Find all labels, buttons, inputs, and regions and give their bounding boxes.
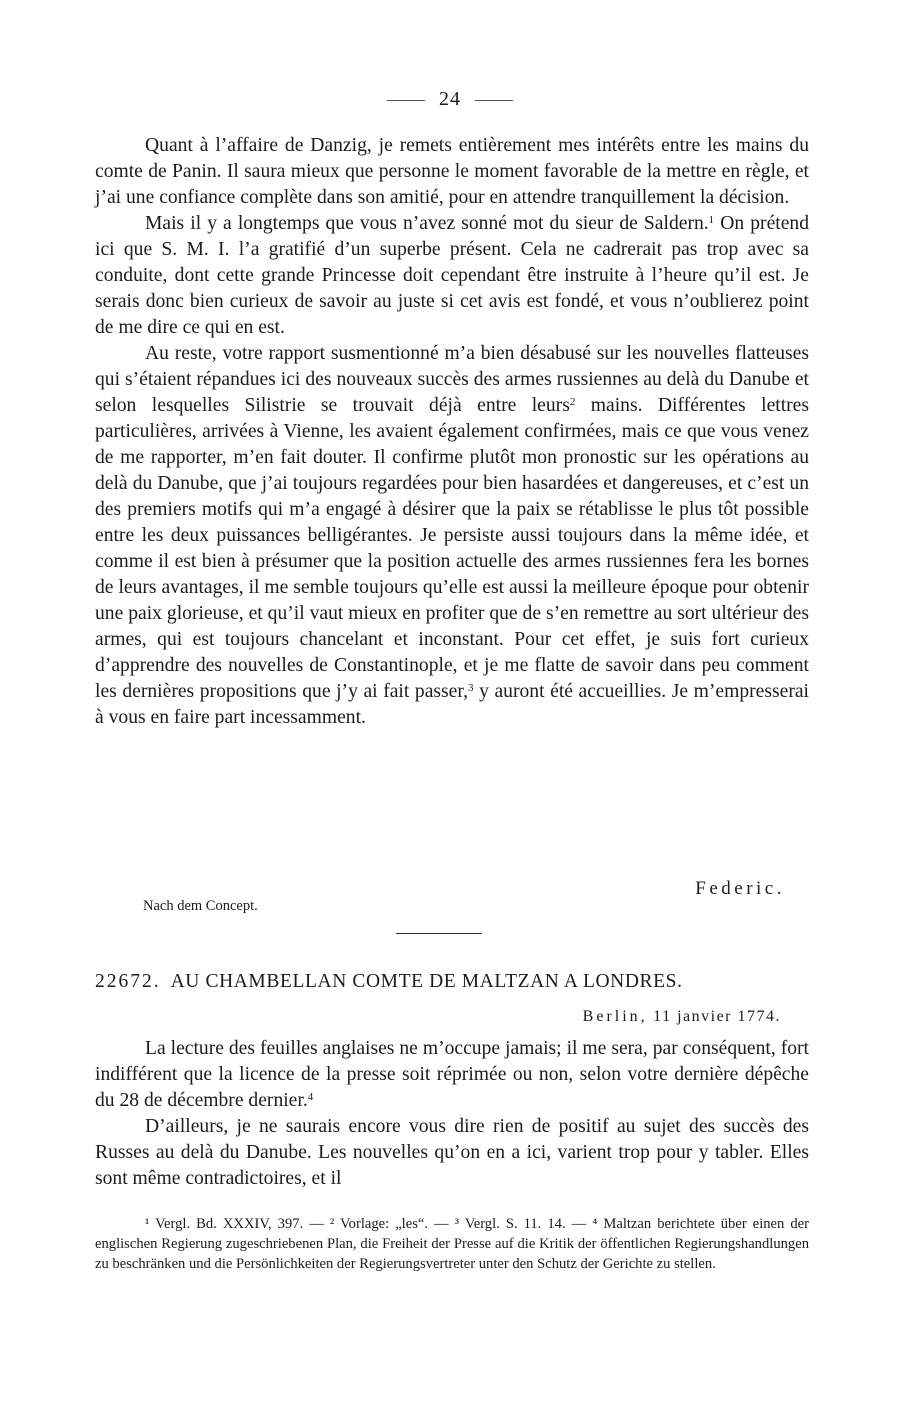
paragraph: D’ailleurs, je ne saurais encore vous dire rien de positif au sujet des succès des Russes au delà du Danube. Les nouvelles qu’on en a ici, varient trop pour y tabler. Elles sont même contradictoires, et il bbox=[95, 1116, 809, 1189]
footnotes bbox=[95, 1214, 809, 1274]
paragraph-text: La lecture des feuilles anglaises ne m’occupe jamais; il me sera, par conséquent, fort indifférent que la licence de la presse soit réprimée ou non, selon votre dernière dépêche du 28 de décembre dernier. bbox=[95, 1038, 809, 1111]
footnote-text: ¹ Vergl. Bd. XXXIV, 397. — ² Vorlage: „les“. — ³ Vergl. S. 11. 14. — ⁴ Maltzan berichtete über einen der englischen Regierung zugeschriebenen Plan, die Freiheit der Presse auf die Kritik der öffentlichen Regierungshandlungen zu beschränken und die Persönlichkeiten der Regierungsvertreter unter den Schutz der Gerichte zu stellen. bbox=[95, 1216, 809, 1272]
letter-heading bbox=[95, 971, 809, 993]
header-rule-right bbox=[475, 100, 513, 101]
dateline bbox=[583, 1008, 781, 1026]
source-note: Nach dem Concept. bbox=[143, 898, 258, 914]
page-header bbox=[0, 88, 900, 111]
letter-2-body bbox=[95, 1036, 809, 1192]
closing bbox=[95, 876, 809, 916]
footnote-ref: 1 bbox=[708, 214, 715, 226]
paragraph: Quant à l’affaire de Danzig, je remets entièrement mes intérêts entre les mains du comte de Panin. Il saura mieux que personne le moment favorable de la mettre en règle, et j’ai une confiance complète dans son amitié, pour en attendre tranquillement la décision. bbox=[95, 135, 809, 208]
paragraph bbox=[95, 1036, 809, 1114]
date: 11 janvier 1774. bbox=[653, 1008, 781, 1025]
section-divider bbox=[396, 933, 482, 934]
date-place: Berlin, bbox=[582, 1008, 648, 1025]
signature: Federic. bbox=[695, 878, 785, 899]
paragraph-text: mains. Différentes lettres particulières, arrivées à Vienne, les avaient également confirmées, mais ce que vous venez de me rapporter, m’en fait douter. Il confirme plutôt mon pronostic sur les opérations au delà du Danube, que j’ai toujours regardées pour bien hasardées et dangereuses, et c’est un des premiers motifs qui m’a engagé à désirer que la paix se rétablisse le plus tôt possible entre les deux puissances belligérantes. Je persiste aussi toujours dans la même idée, et comme il est bien à présumer que la position actuelle des armes russiennes fera les bornes de leurs avantages, il me semble toujours qu’elle est aussi la meilleure époque pour obtenir une paix glorieuse, et qu’il vaut mieux en profiter que de s’en remettre au sort ultérieur des armes, qui est toujours chancelant et inconstant. Pour cet effet, je suis fort curieux d’apprendre des nouvelles de Constantinople, et je me flatte de savoir dans peu comment les dernières propositions que j’y ai fait passer, bbox=[95, 395, 809, 702]
letter-number: 22672. bbox=[95, 971, 161, 992]
letter-title: AU CHAMBELLAN COMTE DE MALTZAN A LONDRES. bbox=[170, 971, 683, 992]
paragraph-text: Au reste, votre rapport susmentionné m’a bien désabusé sur les nouvelles flatteuses qui s’étaient répandues ici des nouveaux succès des armes russiennes au delà du Danube et selon lesquelles Silistrie se trouvait déjà entre leurs bbox=[95, 343, 809, 416]
footnote-ref: 4 bbox=[307, 1091, 314, 1103]
paragraph-text: Mais il y a longtemps que vous n’avez sonné mot du sieur de Saldern. bbox=[145, 213, 709, 234]
letter-1-body bbox=[95, 133, 809, 731]
header-rule-left bbox=[387, 100, 425, 101]
page-number: 24 bbox=[439, 88, 461, 110]
footnote-ref: 3 bbox=[468, 682, 474, 694]
paragraph-text: y auront été accueillies. Je m’empresserai à vous en faire part incessamment. bbox=[95, 681, 809, 728]
footnote-ref: 2 bbox=[569, 396, 576, 408]
paragraph-text: On prétend ici que S. M. I. l’a gratifié d’un superbe présent. Cela ne cadrerait pas trop avec sa conduite, dont cette grande Princesse doit cependant être instruite à l’heure qu’il est. Je serais donc bien curieux de savoir au juste si cet avis est fondé, et vous n’oublierez point de me dire ce qui en est. bbox=[95, 213, 809, 338]
paragraph bbox=[95, 341, 809, 731]
paragraph bbox=[95, 211, 809, 341]
